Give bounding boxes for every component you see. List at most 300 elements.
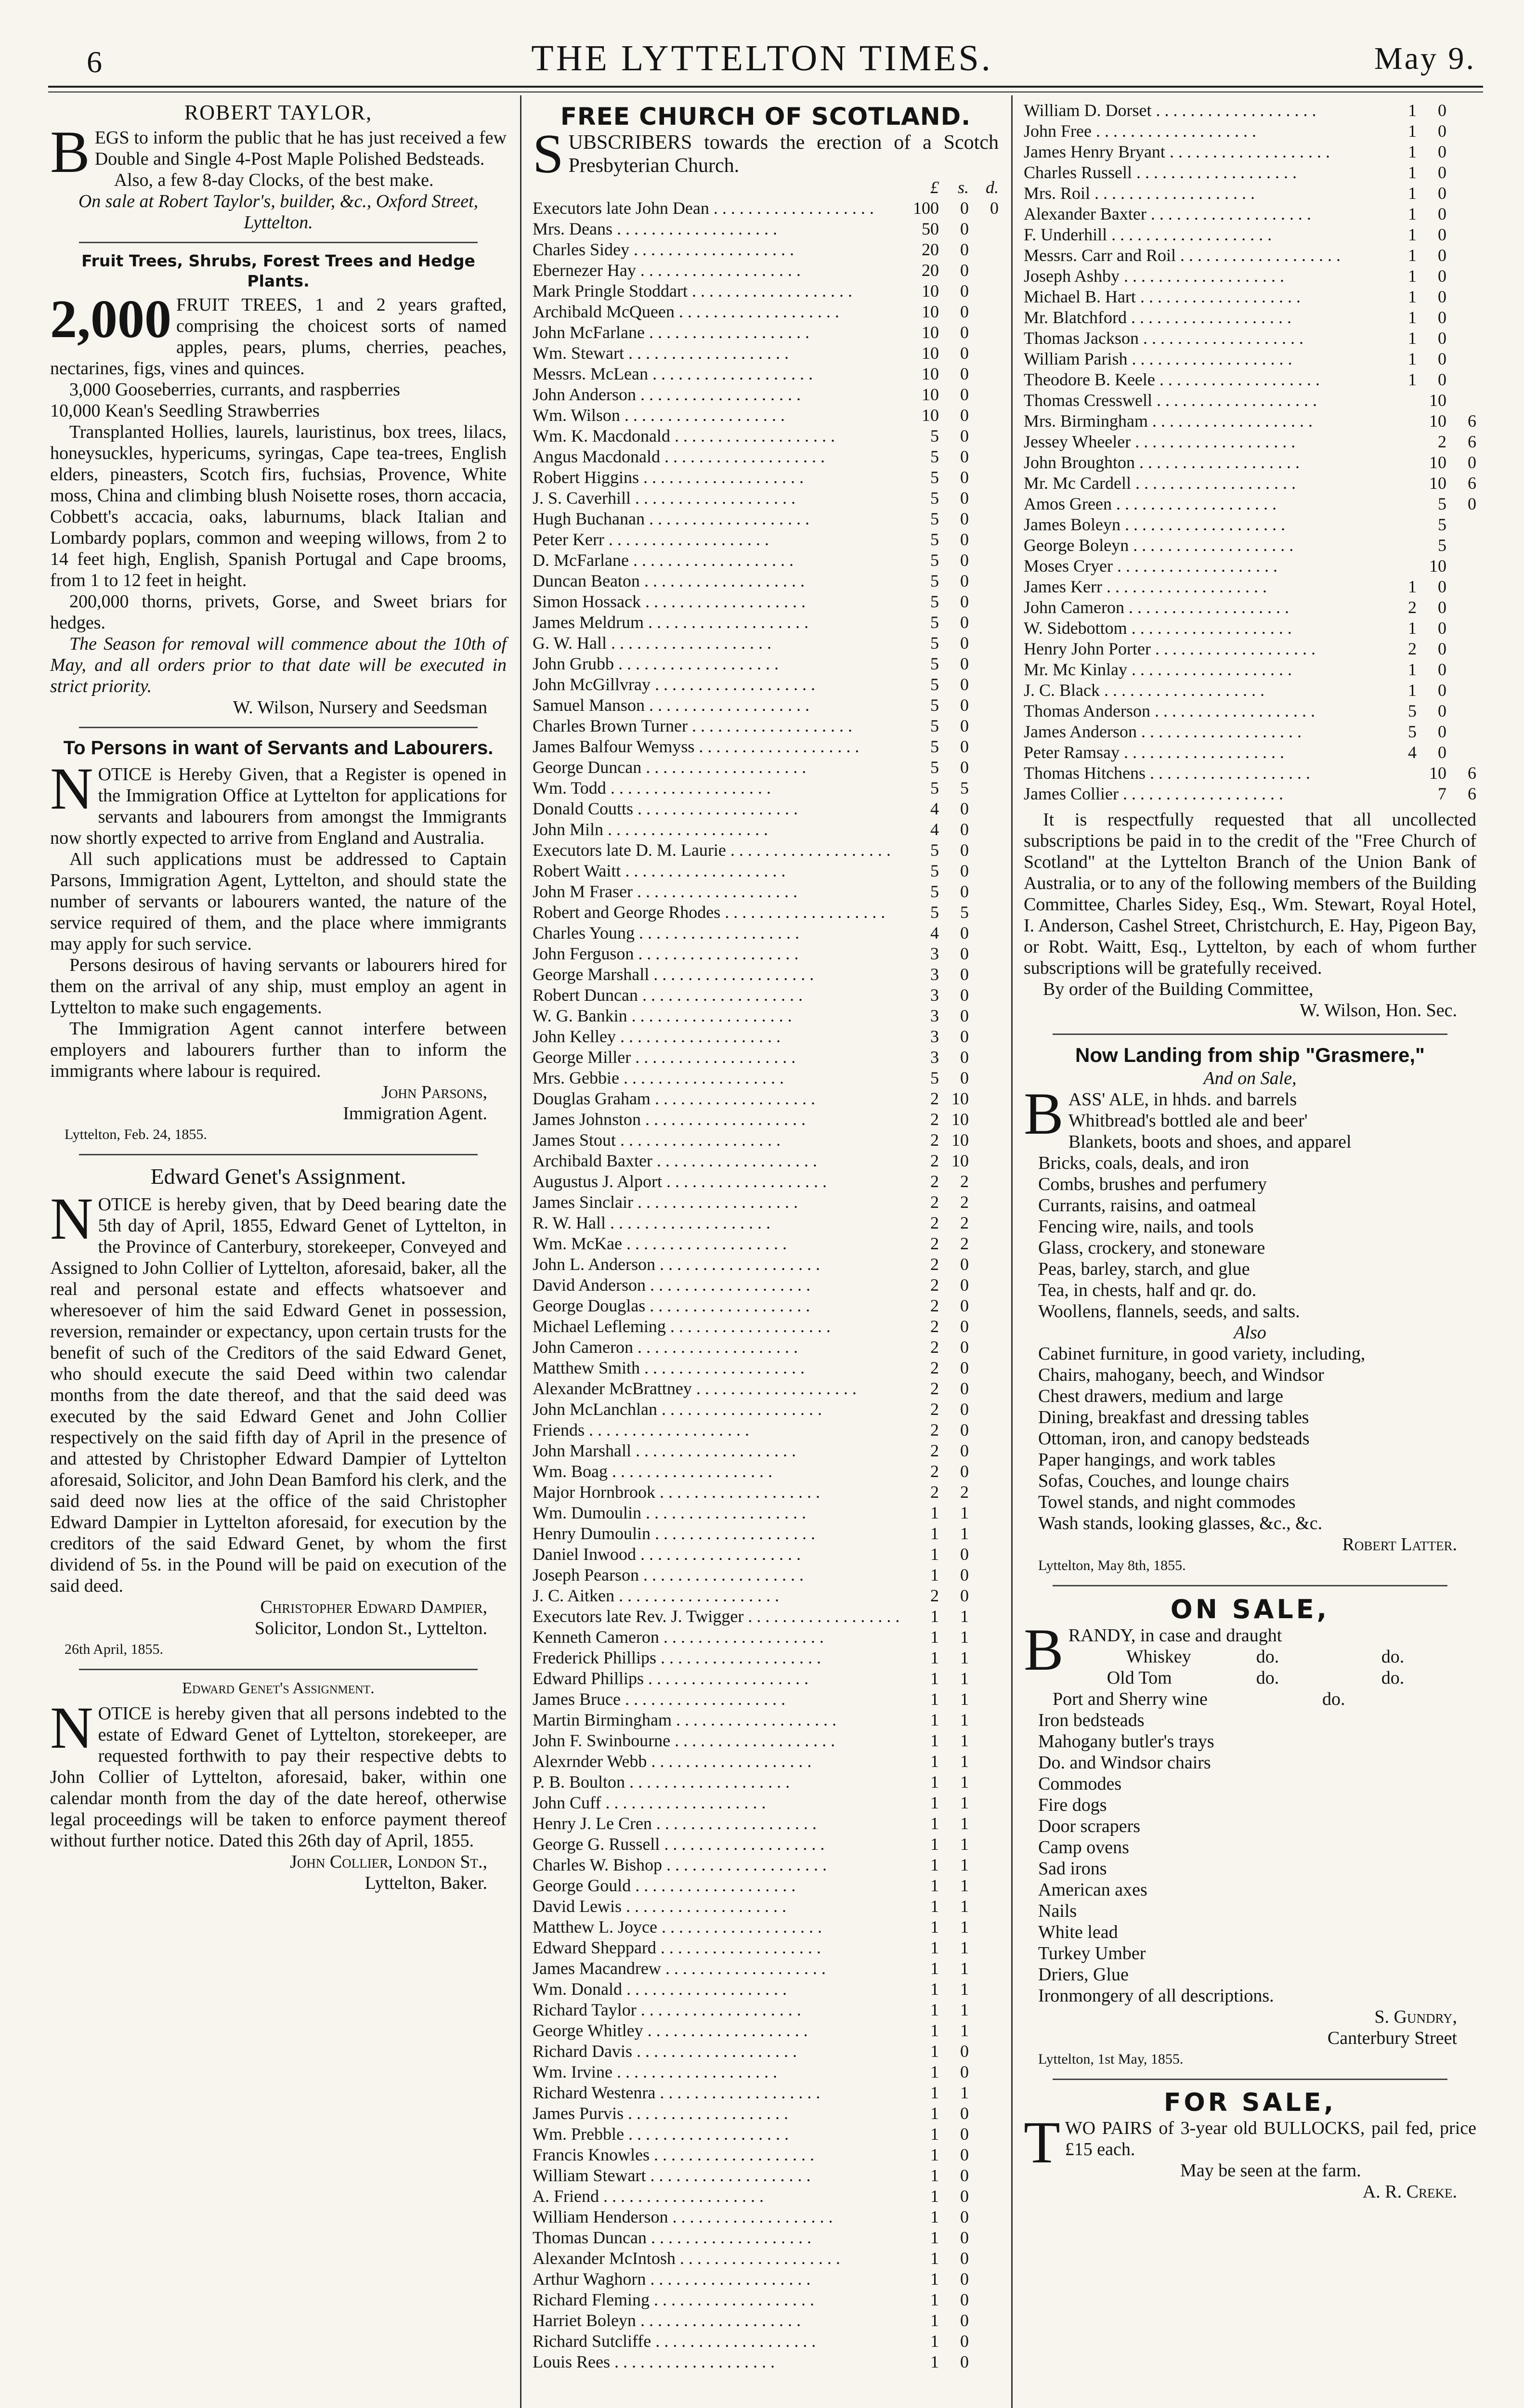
- shillings-value: 10: [951, 1089, 969, 1108]
- shillings-value: 1: [960, 2083, 969, 2102]
- divider: [1053, 2079, 1447, 2080]
- subscriber-row: [533, 840, 999, 861]
- subscriber-row: [533, 1668, 999, 1689]
- subscriber-name: Wm. Stewart . .: [533, 343, 905, 364]
- pounds-value: 2: [930, 1482, 939, 1502]
- shillings-value: 0: [960, 530, 969, 549]
- shillings-value: 0: [960, 2331, 969, 2351]
- pounds-value: 2: [930, 1441, 939, 1460]
- pounds-value: 1: [930, 2228, 939, 2247]
- subscriber-row: [533, 654, 999, 674]
- subscriber-name: Simon Hossack . .: [533, 591, 905, 612]
- shillings-value: 0: [960, 198, 969, 218]
- subscriber-row: [533, 1026, 999, 1047]
- subscriber-row: [533, 1047, 999, 1068]
- shillings-value: 1: [960, 1627, 969, 1647]
- subscriber-row: [533, 819, 999, 840]
- pounds-value: 5: [930, 613, 939, 632]
- subscriber-row: [1024, 784, 1476, 804]
- subscriber-row: [533, 364, 999, 384]
- hardware-item: Driers, Glue: [1038, 1964, 1129, 1985]
- subscriber-name: Mr. Blatchford . .: [1024, 307, 1383, 328]
- subscriber-row: [533, 1606, 999, 1627]
- pounds-value: 2: [930, 1213, 939, 1232]
- drop-cap-n: N: [50, 1695, 93, 1761]
- pounds-value: 1: [1408, 349, 1417, 368]
- shillings-value: 1: [960, 1979, 969, 1999]
- subscriber-row: [533, 1109, 999, 1130]
- subscriber-name: John McLanchlan . .: [533, 1399, 905, 1420]
- pounds-value: 5: [930, 758, 939, 777]
- subscriber-row: [533, 1378, 999, 1399]
- subscriber-row: [1024, 659, 1476, 680]
- subscriber-name: Henry J. Le Cren . .: [533, 1813, 905, 1834]
- subscriber-row: [533, 633, 999, 654]
- subscriber-row: [533, 2165, 999, 2186]
- shillings-value: 10: [951, 1151, 969, 1170]
- subscriber-row: [1024, 473, 1476, 494]
- fruit-text: FRUIT TREES, 1 and 2 years grafted, comprising the choicest sorts of named apples, pears, plums, cherries, peaches, nectarines, figs, vines and quinces.: [50, 295, 507, 379]
- shillings-value: 0: [960, 385, 969, 404]
- pounds-value: 20: [922, 261, 939, 280]
- goods-item: Currants, raisins, and oatmeal: [1038, 1195, 1256, 1216]
- pounds-value: 1: [1408, 287, 1417, 306]
- subscriber-name: John F. Swinbourne . .: [533, 1730, 905, 1751]
- subscriber-name: P. B. Boulton . .: [533, 1772, 905, 1793]
- goods-item: Combs, brushes and perfumery: [1038, 1174, 1267, 1194]
- pounds-value: 5: [930, 695, 939, 715]
- subscriber-row: [533, 1296, 999, 1316]
- subscriber-row: [1024, 307, 1476, 328]
- spirits-row: Port and Sherry wine do.: [1053, 1689, 1345, 1709]
- subscriber-row: [533, 902, 999, 923]
- shillings-value: 0: [1438, 618, 1446, 638]
- subscriber-name: Frederick Phillips . .: [533, 1648, 905, 1668]
- subscriber-row: [533, 281, 999, 301]
- shillings-value: 0: [960, 1296, 969, 1315]
- pounds-value: 5: [1408, 722, 1417, 741]
- shillings-value: 0: [1438, 743, 1446, 762]
- hardware-item: Door scrapers: [1038, 1816, 1141, 1836]
- shillings-value: 1: [960, 1897, 969, 1916]
- pounds-value: 1: [930, 1565, 939, 1584]
- subscriber-name: Archibald McQueen . .: [533, 301, 905, 322]
- subscriber-row: [533, 2207, 999, 2227]
- shillings-value: 0: [960, 1586, 969, 1605]
- subscriber-name: James Collier . .: [1024, 784, 1383, 804]
- subscriber-name: George Whitley . .: [533, 2020, 905, 2041]
- hardware-item: Camp ovens: [1038, 1837, 1129, 1858]
- pounds-value: 1: [1408, 266, 1417, 286]
- subscriber-row: [533, 1358, 999, 1378]
- subscriber-row: [533, 1420, 999, 1440]
- shillings-value: 10: [1429, 391, 1446, 410]
- issue-date: May 9.: [1374, 41, 1476, 76]
- subscriber-name: Hugh Buchanan . .: [533, 509, 905, 529]
- furniture-item: Sofas, Couches, and lounge chairs: [1038, 1471, 1290, 1491]
- pounds-value: 1: [930, 1689, 939, 1709]
- subscriber-name: Robert and George Rhodes . .: [533, 902, 905, 923]
- pounds-value: 2: [930, 1462, 939, 1481]
- subscriber-name: Peter Ramsay . .: [1024, 742, 1383, 763]
- pence-value: 0: [1468, 453, 1476, 472]
- pounds-header: £: [930, 178, 939, 197]
- grasmere-ad: [1024, 1043, 1476, 1576]
- subscriber-name: Mrs. Roil . .: [1024, 183, 1383, 204]
- subscriber-row: [533, 260, 999, 281]
- pounds-value: 1: [930, 1814, 939, 1833]
- subscriber-row: [1024, 556, 1476, 576]
- divider: [79, 1154, 478, 1155]
- subscriber-name: James Anderson . .: [1024, 721, 1383, 742]
- pounds-value: 1: [930, 1607, 939, 1626]
- subscriber-name: John Kelley . .: [533, 1026, 905, 1047]
- pounds-value: 3: [930, 1047, 939, 1067]
- pounds-value: 1: [930, 1648, 939, 1667]
- subscriber-row: [533, 219, 999, 239]
- pounds-value: 1: [930, 1752, 939, 1771]
- pounds-value: 1: [1408, 183, 1417, 203]
- shillings-value: 0: [960, 281, 969, 301]
- subscriber-name: Kenneth Cameron . .: [533, 1627, 905, 1648]
- shillings-value: 0: [960, 1441, 969, 1460]
- pence-value: 6: [1468, 411, 1476, 431]
- shillings-value: 0: [960, 592, 969, 611]
- hardware-list: [1024, 1710, 1476, 2006]
- drop-cap-s: S: [533, 123, 564, 185]
- subscriber-name: Edward Phillips . .: [533, 1668, 905, 1689]
- shillings-value: 1: [960, 1814, 969, 1833]
- fruit-big-number: 2,000: [50, 289, 171, 349]
- goods-item: Peas, barley, starch, and glue: [1038, 1259, 1250, 1279]
- shillings-value: 0: [1438, 681, 1446, 700]
- subscriber-name: A. Friend . .: [533, 2186, 905, 2207]
- subscriber-row: [533, 1503, 999, 1523]
- subscriber-name: Thomas Cresswell . .: [1024, 390, 1383, 411]
- pounds-value: 5: [930, 675, 939, 694]
- subscriber-name: Joseph Pearson . .: [533, 1565, 905, 1585]
- shillings-value: 0: [960, 1068, 969, 1087]
- subscriber-row: [533, 612, 999, 633]
- pounds-value: 1: [930, 2021, 939, 2040]
- pounds-value: 1: [930, 1834, 939, 1854]
- shillings-value: 1: [960, 1710, 969, 1729]
- pounds-value: 10: [922, 406, 939, 425]
- shillings-value: 10: [1429, 453, 1446, 472]
- on-sale-title: ON SALE,: [1170, 1594, 1330, 1624]
- pounds-value: 1: [930, 2352, 939, 2371]
- subscriber-name: Charles Sidey . .: [533, 239, 905, 260]
- pounds-value: 2: [930, 1089, 939, 1108]
- subscriber-row: [533, 2310, 999, 2331]
- spirits-list: [1024, 1646, 1476, 1710]
- subscriber-row: [533, 757, 999, 778]
- pounds-value: 1: [930, 1959, 939, 1978]
- subscriber-name: J. S. Caverhill . .: [533, 488, 905, 509]
- subscriber-row: [533, 2020, 999, 2041]
- pence-value: 6: [1468, 763, 1476, 783]
- pounds-value: 2: [930, 1151, 939, 1170]
- subscriber-name: W. G. Bankin . .: [533, 1006, 905, 1026]
- shillings-value: 0: [960, 633, 969, 653]
- pounds-value: 1: [930, 1731, 939, 1750]
- shillings-value: 1: [960, 1524, 969, 1543]
- pounds-value: 1: [930, 2000, 939, 2019]
- shillings-value: 0: [960, 613, 969, 632]
- pounds-value: 1: [930, 1876, 939, 1895]
- subscriber-row: [533, 1689, 999, 1710]
- shillings-value: 0: [960, 1027, 969, 1046]
- subscriber-row: [533, 1482, 999, 1503]
- subscriber-name: Peter Kerr . .: [533, 529, 905, 550]
- grasmere-date: Lyttelton, May 8th, 1855.: [1038, 1557, 1186, 1573]
- pounds-value: 2: [930, 1234, 939, 1253]
- pounds-value: 1: [1408, 681, 1417, 700]
- subscriber-name: Wm. Boag . .: [533, 1461, 905, 1482]
- fruit-transplanted: Transplanted Hollies, laurels, lauristinus, box trees, lilacs, honeysuckles, hypericums, syringas, Cape tea-trees, English elders, pineasters, Scotch firs, fuchsias, Provence, White moss, China and climbing blush Noisette roses, thorn accacia, Cobbett's accacia, oaks, laburnums, black Italian and Lombardy poplars, common and weeping willows, from 2 to 14 feet high, English, Spanish Portugal and Cape brooms, from 1 to 12 feet in height.: [50, 422, 507, 590]
- page-number: 6: [87, 45, 102, 79]
- for-sale-ad: [1024, 2088, 1476, 2202]
- subscriber-name: Mr. Mc Kinlay . .: [1024, 659, 1383, 680]
- pounds-value: 1: [930, 2207, 939, 2226]
- pounds-value: 1: [1408, 101, 1417, 120]
- subscriber-name: Ebernezer Hay . .: [533, 260, 905, 281]
- subscriber-name: Charles Brown Turner . .: [533, 716, 905, 736]
- goods-item: Whitbread's bottled ale and beer': [1068, 1111, 1308, 1131]
- hardware-item: American axes: [1038, 1880, 1147, 1900]
- subscriber-name: Executors late Rev. J. Twigger . .: [533, 1606, 905, 1627]
- shillings-value: 5: [1438, 515, 1446, 534]
- pounds-value: 5: [930, 861, 939, 880]
- pounds-value: 1: [930, 2104, 939, 2123]
- shillings-value: 0: [960, 343, 969, 363]
- subscriber-row: [1024, 701, 1476, 721]
- shillings-value: 0: [960, 820, 969, 839]
- pounds-value: 2: [930, 1317, 939, 1336]
- pounds-value: 5: [930, 882, 939, 901]
- drop-cap-b: B: [1024, 1617, 1064, 1683]
- subscriber-row: [533, 1793, 999, 1813]
- fruit-trees-ad: [50, 251, 507, 718]
- fruit-season: The Season for removal will commence about the 10th of May, and all orders prior to that date will be executed in strict priority.: [50, 634, 507, 696]
- shillings-value: 0: [960, 1337, 969, 1357]
- shillings-value: 0: [960, 1462, 969, 1481]
- shillings-value: 5: [1438, 536, 1446, 555]
- divider: [79, 727, 478, 728]
- pounds-value: 2: [930, 1275, 939, 1295]
- pounds-value: 3: [930, 944, 939, 963]
- subscriber-name: J. C. Black . .: [1024, 680, 1383, 701]
- shillings-value: 0: [960, 2249, 969, 2268]
- subscriber-name: Mr. Mc Cardell . .: [1024, 473, 1383, 494]
- subscriber-name: Amos Green . .: [1024, 494, 1383, 514]
- subscriber-name: Martin Birmingham . .: [533, 1710, 905, 1730]
- pounds-value: 1: [1408, 225, 1417, 244]
- subscriber-name: James Johnston . .: [533, 1109, 905, 1130]
- subscriber-row: [533, 2269, 999, 2290]
- pounds-value: 5: [930, 488, 939, 508]
- pounds-value: 1: [1408, 121, 1417, 141]
- drop-cap-n: N: [50, 756, 93, 822]
- subscriber-row: [533, 384, 999, 405]
- shillings-value: 10: [1429, 763, 1446, 783]
- pounds-value: 5: [930, 509, 939, 528]
- pounds-value: 1: [930, 2331, 939, 2351]
- subscriber-row: [1024, 576, 1476, 597]
- subscriber-row: [1024, 369, 1476, 390]
- pounds-value: 5: [930, 571, 939, 590]
- shillings-value: 1: [960, 2021, 969, 2040]
- subscriber-row: [1024, 183, 1476, 204]
- pounds-value: 1: [930, 1710, 939, 1729]
- furniture-item: Dining, breakfast and dressing tables: [1038, 1407, 1309, 1427]
- pounds-value: 1: [930, 1938, 939, 1957]
- shillings-value: 0: [960, 2290, 969, 2309]
- divider: [1053, 1034, 1447, 1035]
- subscriber-row: [533, 1254, 999, 1275]
- pounds-value: 5: [930, 716, 939, 735]
- pounds-value: 1: [930, 2062, 939, 2081]
- shillings-value: 0: [960, 1400, 969, 1419]
- subscriber-name: Wm. Wilson . .: [533, 405, 905, 426]
- shillings-value: 0: [960, 2104, 969, 2123]
- pounds-value: 10: [922, 281, 939, 301]
- subscriber-name: George Marshall . .: [533, 964, 905, 985]
- fruit-gooseberries: 3,000 Gooseberries, currants, and raspberries: [69, 380, 400, 400]
- subscriber-name: Robert Higgins . .: [533, 467, 905, 488]
- subscriber-row: [1024, 721, 1476, 742]
- immigration-notice: [50, 736, 507, 1145]
- subscriber-row: [1024, 224, 1476, 245]
- shillings-value: 0: [960, 323, 969, 342]
- shillings-value: 0: [960, 2269, 969, 2289]
- subscriber-row: [533, 1627, 999, 1648]
- shillings-value: 0: [960, 2311, 969, 2330]
- subscriber-row: [533, 736, 999, 757]
- pounds-value: 1: [930, 2311, 939, 2330]
- pounds-value: 10: [922, 343, 939, 363]
- subscriber-name: James Stout . .: [533, 1130, 905, 1151]
- shillings-value: 1: [960, 1855, 969, 1874]
- goods-item: Fencing wire, nails, and tools: [1038, 1217, 1254, 1237]
- subscriber-row: [1024, 680, 1476, 701]
- shillings-value: 0: [960, 2207, 969, 2226]
- shillings-value: 0: [960, 406, 969, 425]
- pounds-value: 2: [930, 1130, 939, 1150]
- subscriber-row: [533, 1565, 999, 1585]
- grasmere-furniture-list: [1024, 1343, 1476, 1534]
- subscriber-row: [533, 1648, 999, 1668]
- shillings-value: 0: [960, 654, 969, 673]
- shillings-value: 0: [960, 364, 969, 383]
- pounds-value: 5: [930, 633, 939, 653]
- on-sale-first-text: RANDY, in case and draught: [1068, 1625, 1282, 1646]
- subscriber-name: John Ferguson . .: [533, 943, 905, 964]
- subscriber-name: Mark Pringle Stoddart . .: [533, 281, 905, 301]
- subscriber-row: [533, 343, 999, 364]
- subscriber-row: [533, 1213, 999, 1233]
- subscriber-row: [533, 405, 999, 426]
- subscriber-row: [533, 426, 999, 446]
- genet2-body: [50, 1695, 507, 1851]
- subscriber-row: [533, 1730, 999, 1751]
- subscriber-name: William Parish . .: [1024, 349, 1383, 369]
- pounds-value: 2: [930, 1586, 939, 1605]
- subscriber-row: [1024, 266, 1476, 287]
- shillings-value: 0: [960, 1047, 969, 1067]
- subscriber-name: John McGillvray . .: [533, 674, 905, 695]
- genet-text: OTICE is hereby given, that by Deed bearing date the 5th day of April, 1855, Edward Genet of Lyttelton, in the Province of Canterbury, storekeeper, Conveyed and Assigned to John Collier of Lyttelton, aforesaid, baker, all the real and personal estate and effects whatsoever and wheresoever of him the said Edward Genet in possession, reversion, remainder or expectancy, upon certain trusts for the benefit of such of the Creditors of the said Edward Genet, who should execute the said Deed within two calendar months from the date thereof, and that the said deed was executed by the said Edward Genet and John Collier respectively on the said fifth day of April in the presence of and attested by Christopher Edward Dampier of Lyttelton aforesaid, Solicitor, and John Dean Bamford his clerk, and the said deed now lies at the office of the said Christopher Edward Dampier in Lyttelton aforesaid, for execution by the creditors of the said Edward Genet, by whom the first dividend of 5s. in the Pound will be paid on execution of the said deed.: [50, 1194, 507, 1596]
- shillings-value: 0: [960, 737, 969, 756]
- subscriber-row: [533, 1192, 999, 1213]
- persons-title: To Persons in want of Servants and Labourers.: [63, 737, 494, 759]
- shillings-value: 0: [960, 2124, 969, 2144]
- subscriber-name: John Miln . .: [533, 819, 905, 840]
- shillings-value: 1: [960, 1834, 969, 1854]
- subscriber-row: [1024, 639, 1476, 659]
- shillings-value: 0: [960, 426, 969, 445]
- subscriber-row: [1024, 742, 1476, 763]
- subscriber-row: [533, 1399, 999, 1420]
- shillings-value: 1: [960, 1793, 969, 1812]
- shillings-value: 0: [960, 944, 969, 963]
- furniture-item: Cabinet furniture, in good variety, including,: [1038, 1344, 1366, 1364]
- for-sale-viewing: May be seen at the farm.: [1180, 2160, 1361, 2181]
- shillings-value: 0: [960, 861, 969, 880]
- genet2-text: OTICE is hereby given that all persons indebted to the estate of Edward Genet of Lyttelton, storekeeper, are requested forthwith to pay their respective debts to John Collier of Lyttelton, aforesaid, baker, within one calendar month from the day of the date hereof, otherwise legal proceedings will be taken to enforce payment thereof without further notice. Dated this 26th day of April, 1855.: [50, 1703, 507, 1851]
- pounds-value: 1: [930, 2290, 939, 2309]
- persons-role: Immigration Agent.: [343, 1103, 487, 1124]
- subscriber-row: [533, 1813, 999, 1834]
- spirits-row: [1068, 1667, 1476, 1688]
- taylor-title: ROBERT TAYLOR,: [184, 101, 373, 124]
- subscriber-row: [533, 1233, 999, 1254]
- subscriber-name: D. McFarlane . .: [533, 550, 905, 571]
- hardware-item: Sad irons: [1038, 1858, 1107, 1879]
- shillings-value: 0: [960, 1565, 969, 1584]
- pence-value: 6: [1468, 473, 1476, 493]
- subscriber-row: [1024, 452, 1476, 473]
- subscriber-row: [1024, 494, 1476, 514]
- shillings-value: 0: [960, 716, 969, 735]
- shillings-value: 5: [960, 778, 969, 798]
- pounds-value: 1: [1408, 618, 1417, 638]
- subscriber-name: Friends . .: [533, 1420, 905, 1440]
- persons-p4: The Immigration Agent cannot interfere between employers and labourers further than to inform the immigrants where labour is required.: [50, 1019, 507, 1081]
- shillings-value: 0: [960, 1006, 969, 1025]
- pounds-value: 1: [930, 2083, 939, 2102]
- pounds-value: 2: [930, 1400, 939, 1419]
- pounds-value: 1: [930, 1772, 939, 1792]
- genet-role: Solicitor, London St., Lyttelton.: [255, 1618, 487, 1638]
- shillings-value: 1: [960, 1917, 969, 1937]
- spirit-cask: do.: [1256, 1668, 1279, 1688]
- spirit-name: Port and Sherry wine: [1053, 1689, 1208, 1709]
- persons-body: [50, 756, 507, 849]
- subscriber-name: Major Hornbrook . .: [533, 1482, 905, 1503]
- subscriber-row: [533, 2124, 999, 2145]
- pounds-value: 1: [1408, 660, 1417, 679]
- shillings-value: 1: [960, 1772, 969, 1792]
- pounds-value: 1: [930, 1979, 939, 1999]
- spirit-bottle: do.: [1381, 1647, 1405, 1667]
- pounds-value: 5: [930, 530, 939, 549]
- subscriber-row: [533, 2227, 999, 2248]
- shillings-value: 0: [960, 468, 969, 487]
- genet-debts-notice: [50, 1678, 507, 1894]
- furniture-item: Wash stands, looking glasses, &c., &c.: [1038, 1513, 1323, 1533]
- shillings-value: 2: [960, 1192, 969, 1212]
